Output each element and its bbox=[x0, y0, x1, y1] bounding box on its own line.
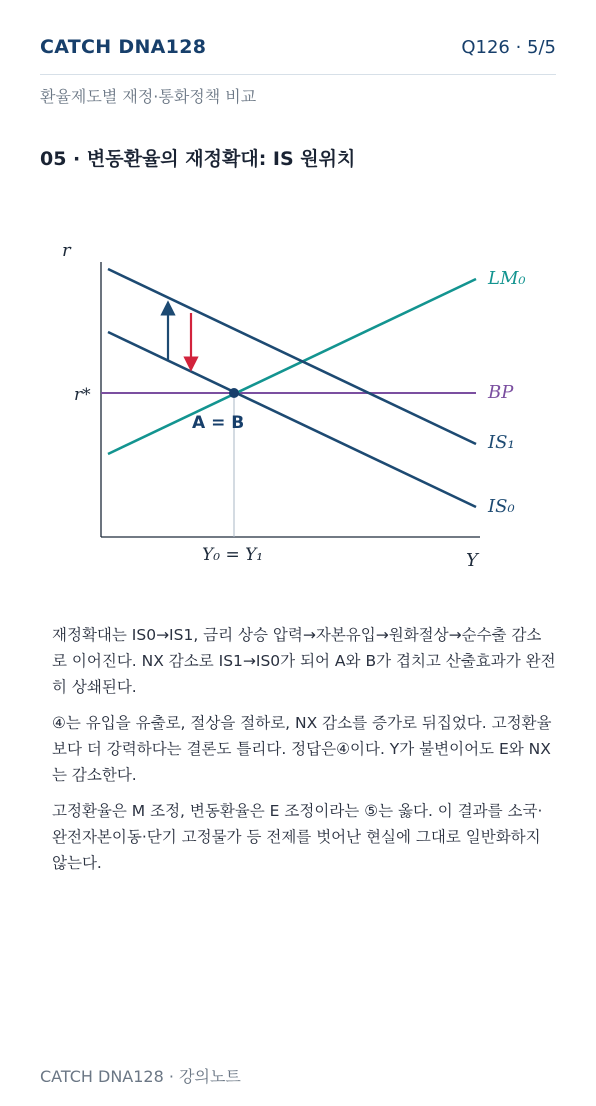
chart-svg bbox=[40, 230, 556, 580]
is-lm-bp-chart bbox=[40, 230, 556, 580]
y0-y1-label: Y₀ = Y₁ bbox=[202, 545, 264, 565]
point-ab-label: A = B bbox=[192, 413, 245, 433]
is0-line bbox=[108, 332, 476, 507]
is1-line bbox=[108, 269, 476, 444]
section-title: 05 · 변동환율의 재정확대: IS 원위치 bbox=[40, 148, 356, 170]
brand-title: CATCH DNA128 bbox=[40, 36, 207, 58]
question-number: Q126 · 5/5 bbox=[461, 37, 556, 58]
subtitle: 환율제도별 재정·통화정책 비교 bbox=[40, 87, 257, 106]
is1-label: IS₁ bbox=[488, 432, 515, 453]
lm0-label: LM₀ bbox=[488, 268, 526, 289]
explanation-body bbox=[52, 622, 556, 886]
paragraph-3: 고정환율은 M 조정, 변동환율은 E 조정이라는 ⑤는 옳다. 이 결과를 소국·완전자본이동·단기 고정물가 등 전제를 벗어난 현실에 그대로 일반화하지 않는다. bbox=[52, 802, 543, 872]
equilibrium-point bbox=[229, 388, 239, 398]
header bbox=[40, 36, 556, 75]
paragraph-2: ④는 유입을 유출로, 절상을 절하로, NX 감소를 증가로 뒤집었다. 고정환율보다 더 강력하다는 결론도 틀리다. 정답은④이다. Y가 불변이어도 E와 NX는 감소한다. bbox=[52, 714, 552, 784]
footer: CATCH DNA128 · 강의노트 bbox=[40, 1067, 241, 1086]
y-axis-label: r bbox=[62, 240, 71, 261]
r-star-label: r* bbox=[74, 385, 91, 405]
paragraph-1: 재정확대는 IS0→IS1, 금리 상승 압력→자본유입→원화절상→순수출 감소로 이어진다. NX 감소로 IS1→IS0가 되어 A와 B가 겹치고 산출효과가 완전히 상쇄된다. bbox=[52, 626, 556, 696]
x-axis-label: Y bbox=[466, 550, 478, 571]
lm0-line bbox=[108, 279, 476, 454]
is0-label: IS₀ bbox=[488, 496, 515, 517]
bp-label: BP bbox=[488, 382, 514, 403]
